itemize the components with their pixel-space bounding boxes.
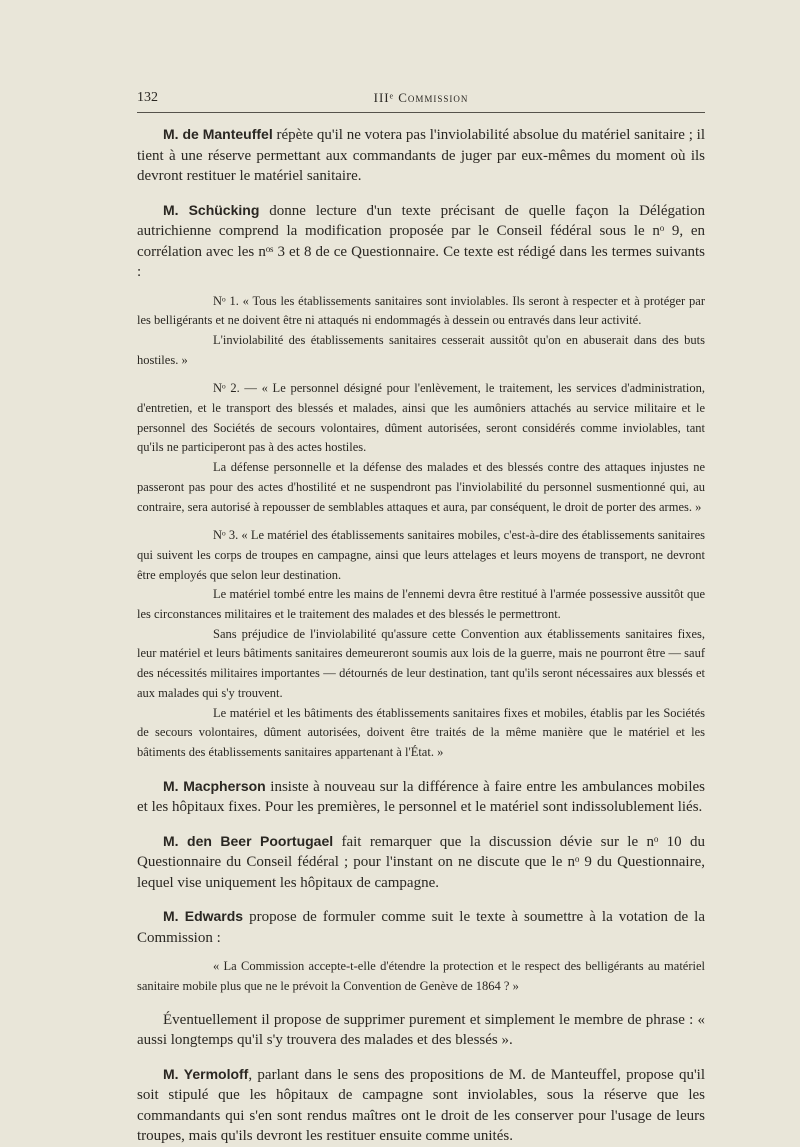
paragraph-text: donne lecture d'un texte précisant de quelle façon la Délégation autrichienne comprend la modification proposée par le Conseil fédéral sous le nᵒ 9, en corrélation avec les nᵒˢ 3 et 8 de ce Questionnaire. Ce texte est rédigé dans les termes suivants : xyxy=(137,202,705,280)
paragraph-text: propose de formuler comme suit le texte à soumettre à la votation de la Commission : xyxy=(137,909,706,946)
speaker-name: M. Edwards xyxy=(163,908,244,925)
quote-article-3: Nᵒ 3. « Le matériel des établissements sanitaires mobiles, c'est-à-dire des établissements sanitaires qui suivent les corps de troupes en campagne, ainsi que leurs attelages et leurs moyens de transport, ne devront être employés que selon leur destination. xyxy=(137,528,705,582)
quote-article-3-cont-3: Le matériel et les bâtiments des établissements sanitaires fixes et mobiles, établis par les Sociétés de secours volontaires, dûment autorisées, doivent être traités de la même manière que le matériel et les bâtiments des établissements sanitaires appartenant à l'État. » xyxy=(137,705,705,759)
page-number: 132 xyxy=(137,90,158,105)
paragraph-edwards-alternative: Éventuellement il propose de supprimer purement et simplement le membre de phrase : « aussi longtemps qu'il s'y trouvera des malades et des blessés ». xyxy=(137,1011,705,1049)
speaker-name: M. den Beer Poortugael xyxy=(163,832,334,849)
quote-article-1: Nᵒ 1. « Tous les établissements sanitaires sont inviolables. Ils seront à respecter et à protéger par les belligérants et ne doivent être ni attaqués ni endommagés à dessein ou entravés dans leur activité. xyxy=(137,293,705,328)
speaker-name: M. Yermoloff xyxy=(163,1065,249,1082)
paragraph-text: , parlant dans le sens des propositions de M. de Manteuffel, propose qu'il soit stipulé que les hôpitaux de campagne sont inviolables, sous la réserve que les commandants qui s'en sont rendus maîtres ont le droit de les conserver pour l'usage de leurs troupes, mais qu'ils devront les restituer ensuite comme unités. xyxy=(137,1066,705,1145)
speaker-name: M. Schücking xyxy=(163,201,260,218)
header-rule xyxy=(137,112,705,113)
paragraph-edwards xyxy=(137,906,705,948)
quote-article-3-cont-2: Sans préjudice de l'inviolabilité qu'assure cette Convention aux établissements sanitaires fixes, leur matériel et leurs bâtiments sanitaires demeureront soumis aux lois de la guerre, mais ne pourront être — sauf des nécessités militaires importantes — détournés de leur destination, tant qu'ils seront nécessaires aux blessés et aux malades qui s'y trouvent. xyxy=(137,626,705,700)
speaker-name: M. Macpherson xyxy=(163,777,266,794)
paragraph-macpherson xyxy=(137,776,705,818)
quote-article-3-cont-1: Le matériel tombé entre les mains de l'ennemi devra être restitué à l'armée possessive aussitôt que les circonstances militaires et le traitement des malades et des blessés le permettront. xyxy=(137,587,705,622)
running-title: IIIᵉ Commission xyxy=(373,90,469,105)
paragraph-text: répète qu'il ne votera pas l'inviolabilité absolue du matériel sanitaire ; il tient à une réserve permettant aux commandants de juger par eux-mêmes du moment où ils devront restituer le matériel sanitaire. xyxy=(137,127,706,184)
paragraph-manteuffel xyxy=(137,124,705,187)
paragraph-schucking xyxy=(137,200,705,283)
quote-edwards-proposal: « La Commission accepte-t-elle d'étendre la protection et le respect des belligérants au matériel sanitaire mobile plus que ne le prévoit la Convention de Genève de 1864 ? » xyxy=(137,959,705,993)
quote-article-1-cont: L'inviolabilité des établissements sanitaires cesserait aussitôt qu'on en abuserait dans des buts hostiles. » xyxy=(137,332,705,367)
paragraph-den-beer-poortugael xyxy=(137,831,705,894)
paragraph-yermoloff xyxy=(137,1064,705,1147)
document-body xyxy=(137,124,705,1147)
paragraph-text: insiste à nouveau sur la différence à faire entre les ambulances mobiles et les hôpitaux fixes. Pour les premières, le personnel et le matériel sont indissolublement liés. xyxy=(137,778,705,816)
paragraph-text: fait remarquer que la discussion dévie sur le nᵒ 10 du Questionnaire du Conseil fédéral ; pour l'instant on ne discute que le nᵒ 9 du Questionnaire, lequel vise uniquement les hôpitaux de campagne. xyxy=(137,833,705,891)
speaker-name: M. de Manteuffel xyxy=(163,126,273,142)
quote-article-2-cont: La défense personnelle et la défense des malades et des blessés contre des attaques injustes ne passeront pas pour des actes d'hostilité et ne suspendront pas l'inviolabilité du personnel susmentionné qui, au contraire, sera autorisé à repousser de semblables attaques et aura, par conséquent, le droit de porter des armes. » xyxy=(137,460,705,514)
page-header xyxy=(137,88,705,108)
quote-article-2: Nᵒ 2. — « Le personnel désigné pour l'enlèvement, le traitement, les services d'administration, d'entretien, et le transport des blessés et malades, ainsi que les aumôniers attachés au service militaire et le personnel des Sociétés de secours volontaires, dûment autorisées, seront considérés comme inviolables, tant qu'ils ne participeront pas à des actes hostiles. xyxy=(137,381,705,455)
